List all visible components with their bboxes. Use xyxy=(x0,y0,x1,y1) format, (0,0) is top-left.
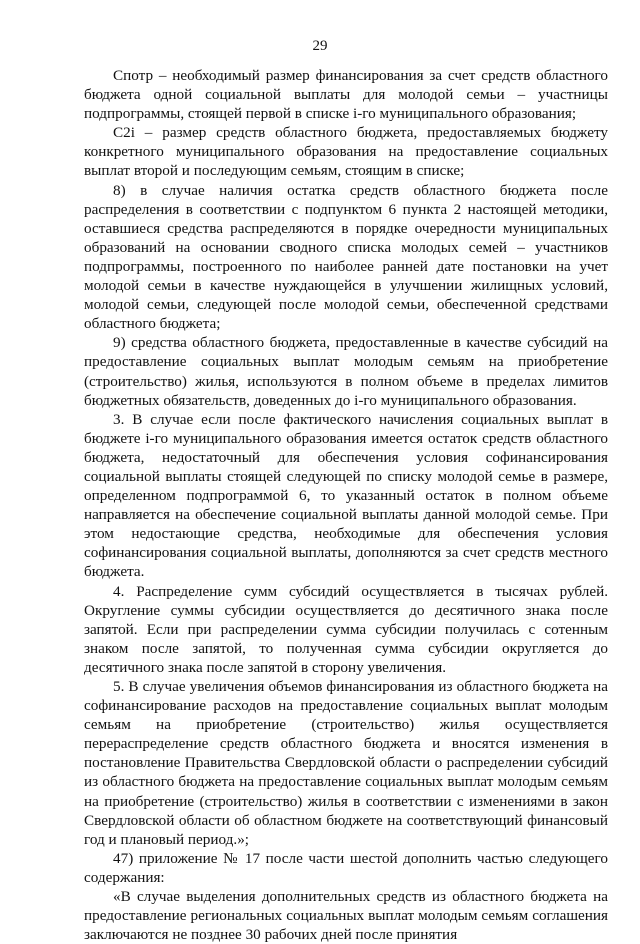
paragraph-quote: «В случае выделения дополнительных средств из областного бюджета на предоставление региональных социальных выплат молодым семьям соглашения заключаются не позднее 30 рабочих дней после принятия xyxy=(84,888,608,944)
paragraph-sptr-definition: Спотр – необходимый размер финансирования за счет средств областного бюджета одной социальной выплаты для молодой семьи – участницы подпрограммы, стоящей первой в списке i-го муниципального образования; xyxy=(84,67,608,123)
page-number: 29 xyxy=(312,38,328,54)
paragraph-clause-4: 4. Распределение сумм субсидий осуществляется в тысячах рублей. Округление суммы субсидии осуществляется до десятичного знака после запятой. Если при распределении сумма субсидии получилась с сотенным знаком после запятой, то полученная сумма субсидии округляется до десятичного знака после запятой в сторону увеличения. xyxy=(84,582,608,676)
paragraph-item-9: 9) средства областного бюджета, предоставленные в качестве субсидий на предоставление социальных выплат молодым семьям на приобретение (строительство) жилья, используются в полном объеме в пределах лимитов бюджетных обязательств, доведенных до i-го муниципального образования. xyxy=(84,334,608,409)
paragraph-item-47: 47) приложение № 17 после части шестой дополнить частью следующего содержания: xyxy=(84,849,608,886)
paragraph-item-8: 8) в случае наличия остатка средств областного бюджета после распределения в соответствии с подпунктом 6 пункта 2 настоящей методики, оставшиеся средства распределяются в порядке очередности муниципальных образований на основании сводного списка молодых семей – участников подпрограммы, построенного по наиболее ранней дате постановки на учет молодой семьи в качестве нуждающейся в улучшении жилищных условий, молодой семьи, следующей после молодой семьи, обеспеченной средствами областного бюджета; xyxy=(84,181,608,333)
paragraph-clause-3: 3. В случае если после фактического начисления социальных выплат в бюджете i-го муниципального образования имеется остаток средств областного бюджета, недостаточный для обеспечения условия софинансирования социальной выплаты стоящей следующей по списку молодой семье в размере, определенном подпрограммой 6, то указанный остаток в полном объеме направляется на обеспечение социальной выплаты данной молодой семье. При этом недостающие средства, необходимые для обеспечения условия софинансирования социальной выплаты, дополняются за счет средств местного бюджета. xyxy=(84,410,608,581)
paragraph-c2i-definition: C2i – размер средств областного бюджета, предоставляемых бюджету конкретного муниципального образования на предоставление социальных выплат второй и последующим семьям, стоящим в списке; xyxy=(84,124,608,180)
paragraph-clause-5: 5. В случае увеличения объемов финансирования из областного бюджета на софинансирование расходов на предоставление социальных выплат молодым семьям на приобретение (строительство) жилья осуществляется перераспределение средств областного бюджета и вносятся изменения в постановление Правительства Свердловской области о распределении субсидий из областного бюджета на предоставление социальных выплат молодым семьям на приобретение (строительство) жилья в соответствии с изменениями в закон Свердловской области об областном бюджете на соответствующий финансовый год и плановый период.»; xyxy=(84,678,608,848)
document-body xyxy=(84,66,608,944)
